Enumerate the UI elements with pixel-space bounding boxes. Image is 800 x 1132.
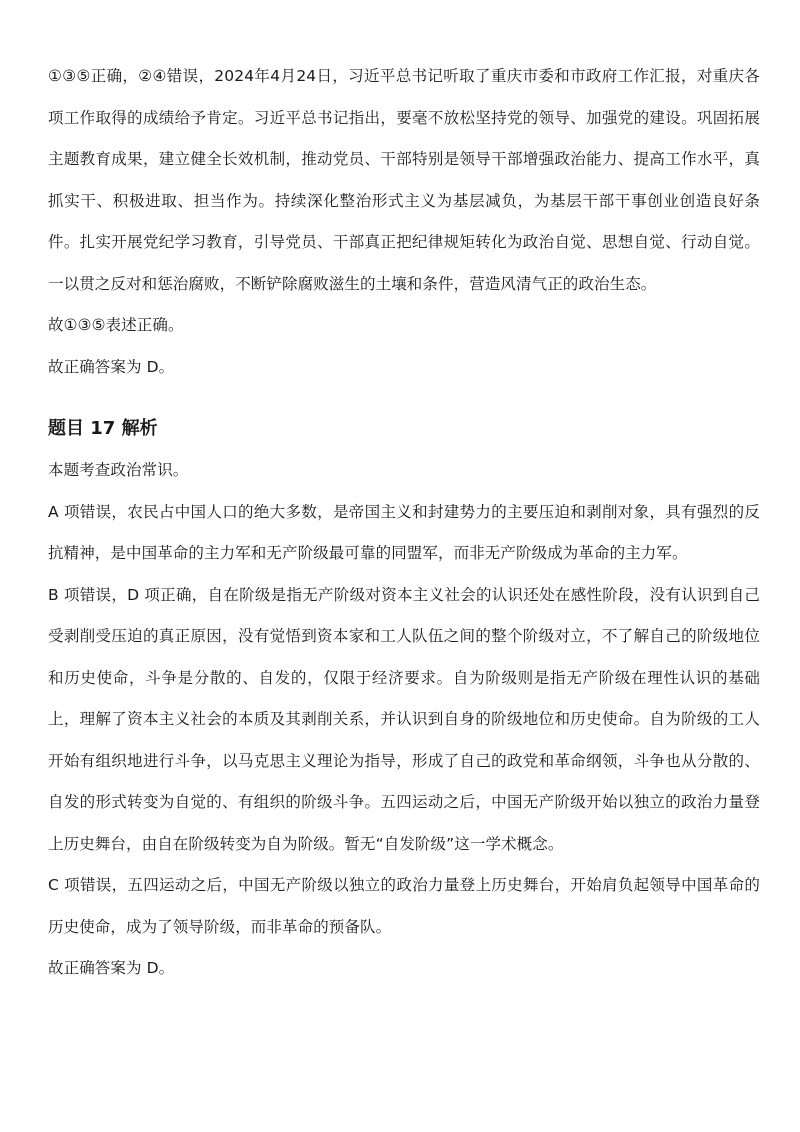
q17-option-c: C 项错误，五四运动之后，中国无产阶级以独立的政治力量登上历史舞台，开始肩负起领导中国革命的历史使命，成为了领导阶级，而非革命的预备队。 [48, 876, 760, 936]
q16-analysis-paragraph: ①③⑤正确，②④错误，2024年4月24日，习近平总书记听取了重庆市委和市政府工作汇报，对重庆各项工作取得的成绩给予肯定。习近平总书记指出，要毫不放松坚持党的领导、加强党的建设。巩固拓展主题教育成果，建立健全长效机制，推动党员、干部特别是领导干部增强政治能力、提高工作水平，真抓实干、积极进取、担当作为。持续深化整治形式主义为基层减负，为基层干部干事创业创造良好条件。扎实开展党纪学习教育，引导党员、干部真正把纪律规矩转化为政治自觉、思想自觉、行动自觉。一以贯之反对和惩治腐败，不断铲除腐败滋生的土壤和条件，营造风清气正的政治生态。 [48, 67, 760, 293]
q17-option-b-d: B 项错误，D 项正确，自在阶级是指无产阶级对资本主义社会的认识还处在感性阶段，没有认识到自己受剥削受压迫的真正原因，没有觉悟到资本家和工人队伍之间的整个阶级对立，不了解自己的阶级地位和历史使命，斗争是分散的、自发的，仅限于经济要求。自为阶级则是指无产阶级在理性认识的基础上，理解了资本主义社会的本质及其剥削关系，并认识到自身的阶级地位和历史使命。自为阶级的工人开始有组织地进行斗争，以马克思主义理论为指导，形成了自己的政党和革命纲领，斗争也从分散的、自发的形式转变为自觉的、有组织的阶级斗争。五四运动之后，中国无产阶级开始以独立的政治力量登上历史舞台，由自在阶级转变为自为阶级。暂无“自发阶级”这一学术概念。 [48, 585, 760, 853]
q16-conclusion: 故①③⑤表述正确。 [48, 316, 184, 334]
document-page [48, 56, 760, 990]
q17-heading: 题目 17 解析 [48, 418, 158, 439]
q17-intro: 本题考查政治常识。 [48, 461, 189, 479]
q16-answer: 故正确答案为 D。 [48, 357, 175, 376]
q17-answer: 故正确答案为 D。 [48, 959, 175, 977]
q17-option-a: A 项错误，农民占中国人口的绝大多数，是帝国主义和封建势力的主要压迫和剥削对象，具有强烈的反抗精神，是中国革命的主力军和无产阶级最可靠的同盟军，而非无产阶级成为革命的主力军。 [48, 502, 760, 562]
